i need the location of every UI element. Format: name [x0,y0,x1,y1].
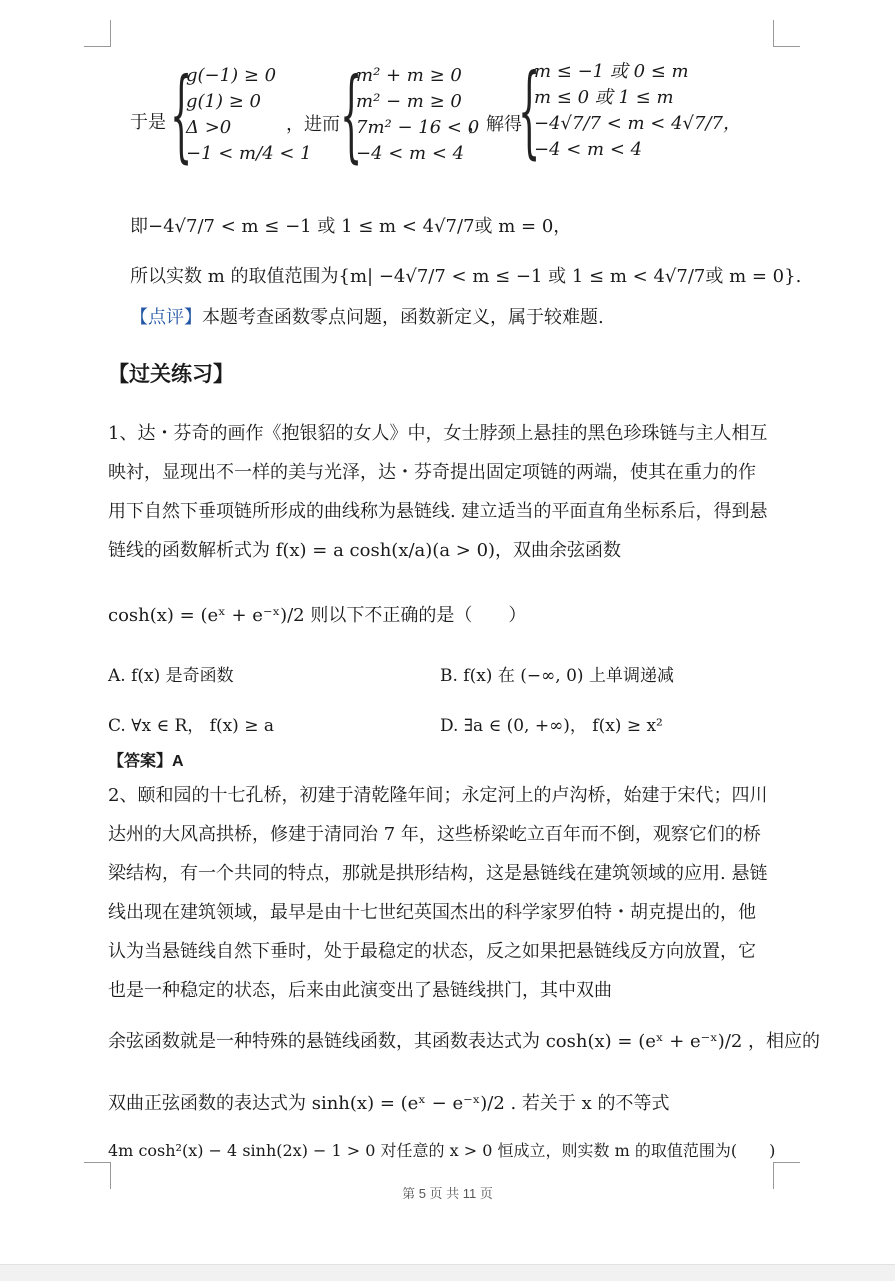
system1-row: −1 < m/4 < 1 [186,143,312,164]
system2-row: m² + m ≥ 0 [356,65,462,86]
system2-row: −4 < m < 4 [356,143,465,164]
bottom-scroll-area[interactable] [0,1264,895,1281]
crop-mark-top-left [84,20,111,47]
line-range: 所以实数 m 的取值范围为{m| −4√7/7 < m ≤ −1 或 1 ≤ m < 4√7/7或 m = 0}. [130,266,802,287]
q1-answer: 【答案】A [108,753,184,770]
page-footer: 第 5 页 共 11 页 [402,1186,493,1201]
label-yu-shi: 于是 [130,112,166,133]
q1-text: 1、达・芬奇的画作《抱银貂的女人》中，女士脖颈上悬挂的黑色珍珠链与主人相互映衬，显现出不一样的美与光泽，达・芬奇提出固定项链的两端，使其在重力的作用下自然下垂项链所形成的曲线称为悬链线. 建立适当的平面直角坐标系后，得到悬链线的函数解析式为 f(x) = a cosh(x/a)(a > 0)，双曲余弦函数 [108,423,768,561]
q1-cosh-def: cosh(x) = (eˣ + e⁻ˣ)/2 则以下不正确的是（ ） [108,605,527,626]
label-jie-de: ，解得 [468,114,522,135]
crop-mark-top-right [773,20,800,47]
system1-row: Δ >0 [186,117,232,138]
q2-line-ineq: 4m cosh²(x) − 4 sinh(2x) − 1 > 0 对任意的 x > 0 恒成立，则实数 m 的取值范围为( ) [108,1141,776,1160]
system-3 [518,52,741,169]
line-ji: 即−4√7/7 < m ≤ −1 或 1 ≤ m < 4√7/7或 m = 0， [130,216,572,237]
comment-line [130,303,604,329]
system3-row: −4 < m < 4 [534,139,643,160]
q1-option-b: B. f(x) 在 (−∞, 0) 上单调递减 [440,666,674,686]
q2-text: 2、颐和园的十七孔桥，初建于清乾隆年间；永定河上的卢沟桥，始建于宋代；四川达州的大风高拱桥，修建于清同治 7 年，这些桥梁屹立百年而不倒，观察它们的桥梁结构，有一个共同的特点，那就是拱形结构，这是悬链线在建筑领域的应用. 悬链线出现在建筑领域，最早是由十七世纪英国杰出的科学家罗伯特・胡克提出的，他认为当悬链线自然下垂时，处于最稳定的状态，反之如果把悬链线反方向放置，它也是一种稳定的状态，后来由此演变出了悬链线拱门，其中双曲 [108,785,768,1001]
system-2 [340,56,480,173]
comment-tag: 【点评】 [130,307,202,328]
system1-row: g(−1) ≥ 0 [186,65,277,86]
q1-option-c: C. ∀x ∈ R， f(x) ≥ a [108,716,274,736]
q1-option-a: A. f(x) 是奇函数 [108,666,234,686]
brace-icon: { [340,56,363,173]
section-heading: 【过关练习】 [108,361,234,386]
q2-line-cosh: 余弦函数就是一种特殊的悬链线函数，其函数表达式为 cosh(x) = (eˣ + e⁻ˣ)/2 ，相应的 [108,1031,821,1052]
system3-row: m ≤ 0 或 1 ≤ m [534,87,674,108]
system3-row: −4√7/7 < m < 4√7/7， [534,113,741,134]
system2-row: m² − m ≥ 0 [356,91,462,112]
q1-option-d: D. ∃a ∈ (0, +∞)， f(x) ≥ x² [440,716,663,736]
system3-row: m ≤ −1 或 0 ≤ m [534,61,689,82]
comment-text: 本题考查函数零点问题，函数新定义，属于较难题. [202,307,604,328]
brace-icon: { [518,52,541,169]
system2-row: 7m² − 16 < 0 [356,117,480,138]
label-jin-er: ，进而 [286,114,340,135]
brace-icon: { [170,56,193,173]
q2-line-sinh: 双曲正弦函数的表达式为 sinh(x) = (eˣ − e⁻ˣ)/2 . 若关于 x 的不等式 [108,1093,670,1114]
system1-row: g(1) ≥ 0 [186,91,261,112]
